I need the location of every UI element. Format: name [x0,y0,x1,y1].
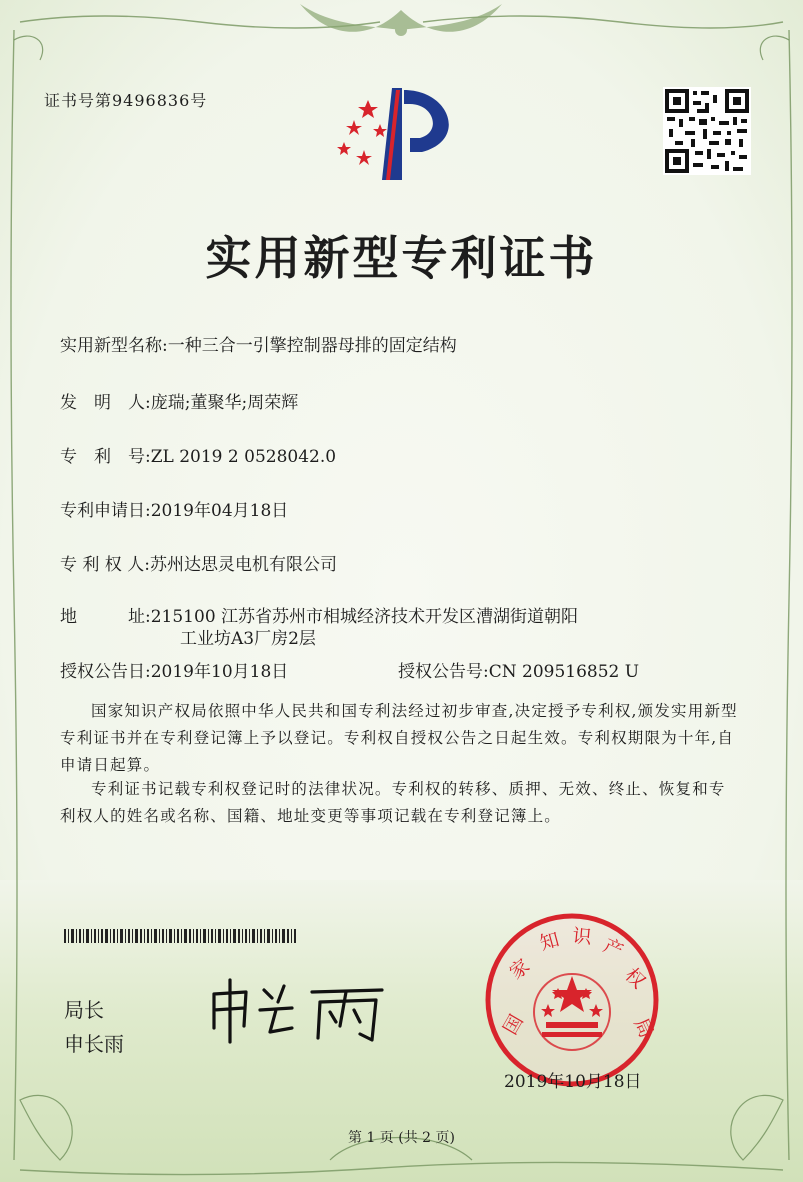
certificate-paragraph-1: 国家知识产权局依照中华人民共和国专利法经过初步审查,决定授予专利权,颁发实用新型专利证书并在专利登记簿上予以登记。专利权自授权公告之日起生效。专利权期限为十年,自申请日起算。 [60,702,738,774]
official-seal-stamp [484,912,660,1088]
handwritten-signature [200,970,400,1050]
svg-text:识: 识 [571,925,593,949]
grant-number-row [398,657,639,682]
utility-model-name-value: 一种三合一引擎控制器母排的固定结构 [167,336,457,356]
utility-model-name-row [60,331,457,356]
filing-date-label: 专利申请日: [60,501,151,521]
address-value-line2: 工业坊A3厂房2层 [180,629,316,649]
patentee-value: 苏州达思灵电机有限公司 [149,555,337,575]
patentee-label: 专 利 权 人: [60,555,150,575]
filing-date-row [60,496,288,521]
certificate-number: 证书号第9496836号 [44,91,208,110]
grant-date-value: 2019年10月18日 [150,662,289,682]
inventor-value: 庞瑞;董聚华;周荣辉 [150,393,299,413]
svg-text:产: 产 [599,934,627,963]
certificate-paragraph-2: 专利证书记载专利权登记时的法律状况。专利权的转移、质押、无效、终止、恢复和专利权人的姓名或名称、国籍、地址变更等事项记载在专利登记簿上。 [60,780,726,825]
address-label: 地 址: [60,607,151,627]
address-value-line1: 215100 江苏省苏州市相城经济技术开发区漕湖街道朝阳 [150,607,579,627]
seal-date: 2019年10月18日 [504,1072,642,1092]
inventor-label: 发 明 人: [60,393,151,413]
patent-number-label: 专 利 号: [60,447,151,467]
svg-text:国: 国 [499,1011,528,1039]
director-name: 申长雨 [64,1032,124,1056]
inventor-row [60,388,298,413]
svg-text:家: 家 [505,954,535,984]
qr-code-icon [663,87,751,175]
filing-date-value: 2019年04月18日 [150,501,289,521]
patent-office-emblem-icon [330,80,470,190]
patent-number-row [60,442,336,467]
patent-number-value: ZL 2019 2 0528042.0 [150,447,337,467]
svg-text:权: 权 [620,963,650,993]
page-number: 第 1 页 (共 2 页) [348,1130,455,1146]
grant-number-value: CN 209516852 U [488,662,640,682]
barcode-icon [64,929,296,943]
director-title: 局长 [64,998,104,1022]
address-row [60,602,578,627]
grant-date-label: 授权公告日: [60,662,151,682]
patentee-row [60,550,337,575]
grant-number-label: 授权公告号: [398,662,489,682]
grant-date-row [60,657,288,682]
svg-text:知: 知 [537,928,562,955]
certificate-title: 实用新型专利证书 [205,231,598,285]
svg-text:局: 局 [629,1014,658,1042]
utility-model-name-label: 实用新型名称: [60,336,168,356]
